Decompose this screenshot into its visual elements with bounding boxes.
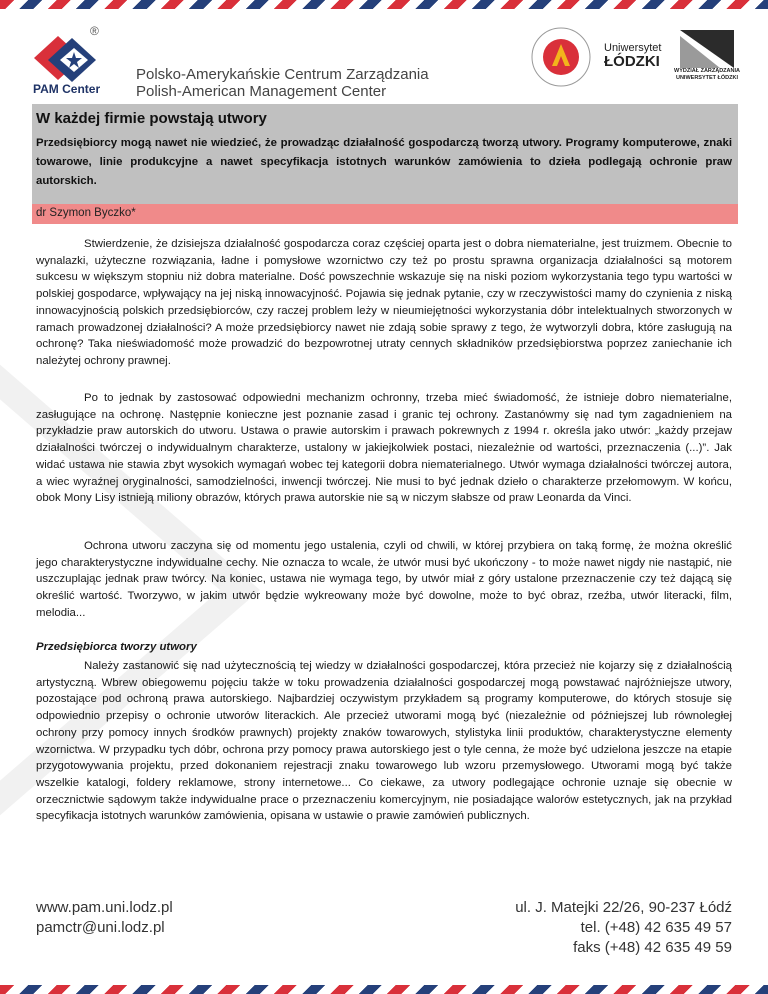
faculty-logo [680,30,734,68]
paragraph-4 [36,658,732,825]
paragraph-3 [36,538,732,622]
footer-website-link[interactable]: www.pam.uni.lodz.pl [36,899,173,916]
footer-contact-right [515,898,732,958]
footer-address: ul. J. Matejki 22/26, 90-237 Łódź [515,899,732,916]
article-title: W każdej firmie powstają utwory [36,110,267,127]
university-seal-logo [530,26,592,88]
article-author: dr Szymon Byczko* [36,207,136,219]
author-bar [32,204,738,224]
faculty-text [672,68,742,82]
center-name-pl: Polsko-Amerykańskie Centrum Zarządzania [136,66,429,83]
footer-email-link[interactable]: pamctr@uni.lodz.pl [36,919,165,936]
paragraph-text: Ochrona utworu zaczyna się od momentu jego ustalenia, czyli od chwili, w której przybiera on taką formę, że można określić jego charakterystyczne indywidualne cechy. Nie oznacza to wcale, że utwór musi być ukończony - to może nawet nigdy nie nastąpić, nie uszczuplając jednak praw twórcy. Na koniec, ustawa nie wymaga tego, by utwór miał z góry ustalone przeznaczenie czy też dającą się określić wartość. Tworzywo, w jakim utwór będzie wykreowany może być dowolne, może to być obraz, rzeźba, utwór literacki, film, melodia... [36,540,732,619]
center-name-en: Polish-American Management Center [136,83,387,100]
pam-center-label: PAM Center [33,82,101,96]
paragraph-1 [36,236,732,370]
faculty-line2: UNIWERSYTET ŁÓDZKI [675,75,739,81]
section-subheading: Przedsiębiorca tworzy utwory [36,641,197,653]
pam-center-logo [30,26,114,90]
registered-mark: ® [90,24,99,38]
university-name-bold: ŁÓDZKI [604,53,660,70]
article-lead: Przedsiębiorcy mogą nawet nie wiedzieć, że prowadząc działalność gospodarczą tworzą utwory. Programy komputerowe, znaki towarowe, linie produkcyjne a nawet specyfikacja istotnych warunków zamówienia to dzieła podlegają ochronie praw autorskich. [36,137,732,187]
center-name [136,66,429,100]
university-name [604,41,661,69]
paragraph-text: Po to jednak by zastosować odpowiedni mechanizm ochronny, trzeba mieć świadomość, że istnieje dobro niematerialne, zasługujące na ochronę. Następnie konieczne jest poznanie zasad i granic tej ochrony. Zastanówmy się nad tym zagadnieniem na przykładzie praw autorskich do utworu. Ustawa o prawie autorskim i prawach pokrewnych z 1994 r. określa jako utwór: „każdy przejaw działalności twórczej o indywidualnym charakterze, ustalony w jakiejkolwiek postaci, niezależnie od wartości, przeznaczenia (...)”. Jak widać ustawa nie stawia zbyt wysokich wymagań wobec tej kategorii dobra niematerialnego. Utwór wymaga działalności twórczej autora, a wiec wyraźnej oryginalności, samodzielności, inwencji twórczej. Nie musi to być jednak dzieło o charakterze przełomowym. W końcu, obok Mony Lisy istnieją miliony obrazów, których prawa autorskie nie są w niczym słabsze od praw Leonarda da Vinci. [36,392,732,505]
university-label: Uniwersytet [604,42,662,54]
faculty-line1: WYDZIAŁ ZARZĄDZANIA [674,68,740,74]
airmail-stripe-bottom [0,985,768,994]
paragraph-text: Stwierdzenie, że dzisiejsza działalność gospodarcza coraz częściej oparta jest o dobra niematerialne, jest truizmem. Obecnie to wynalazki, użyteczne rozwiązania, ładne i pomysłowe wzornictwo czy też po prostu sprawna organizacja działalności są motorem sukcesu w większym stopniu niż dobra materialne. Dość powszechnie wskazuje się na niski poziom wykorzystania tego typu wartości w polskiej gospodarce, wpływający na jej niską innowacyjność. Pojawia się jednak pytanie, czy w rzeczywistości mamy do czynienia z niską innowacyjnością polskich przedsiębiorców, czy raczej problem leży w nieumiejętności wykorzystania dóbr intelektualnych stworzonych w ramach prowadzonej działalności? A może przedsiębiorcy nawet nie zdają sobie sprawy z tego, że wytworzyli dobra, które zasługują na ochronę? Taka nieświadomość może prowadzić do bezpowrotnej utraty cennych składników przedsiębiorstwa poprzez zaniechanie ich należytej ochrony prawnej. [36,238,732,367]
airmail-stripe-top [0,0,768,9]
paragraph-text: Należy zastanowić się nad użytecznością tej wiedzy w działalności gospodarczej, która przecież nie kojarzy się z działalnością artystyczną. Wbrew obiegowemu pojęciu także w toku prowadzenia działalności gospodarczej mogą powstawać najróżniejsze utwory, pozostające pod ochroną prawa autorskiego. Najbardziej oczywistym przykładem są programy komputerowe, do których stosuje się odpowiednio przepisy o ochronie utworów literackich. Ale przecież utworami mogą być (niezależnie od późniejszej lub równoległej ochrony przy pomocy innych środków prawnych) projekty znaków towarowych, stylistyka linii produktów, charakterystyczne elementy wzornictwa. W przypadku tych dóbr, ochrona przy pomocy prawa autorskiego jest o tyle cenna, że może być udzielona jeszcze na etapie przygotowywania projektu, przed dokonaniem rejestracji znaku towarowego lub wzoru przemysłowego. Utworami mogą być także wszelkie katalogi, foldery reklamowe, strony internetowe... Co ciekawe, za utwory podlegające ochronie uznaje się obecnie w orzecznictwie sądowym także indywidualne prace o przeznaczeniu komercyjnym, nie posiadające walorów estetycznych, jak na przykład specyfikacja istotnych warunków zamówienia, opisana w ustawie o prawie zamówień publicznych. [36,660,732,823]
footer-phone: tel. (+48) 42 635 49 57 [580,919,732,936]
footer-contact-left [36,898,173,938]
paragraph-2 [36,390,732,507]
footer-fax: faks (+48) 42 635 49 59 [573,939,732,956]
